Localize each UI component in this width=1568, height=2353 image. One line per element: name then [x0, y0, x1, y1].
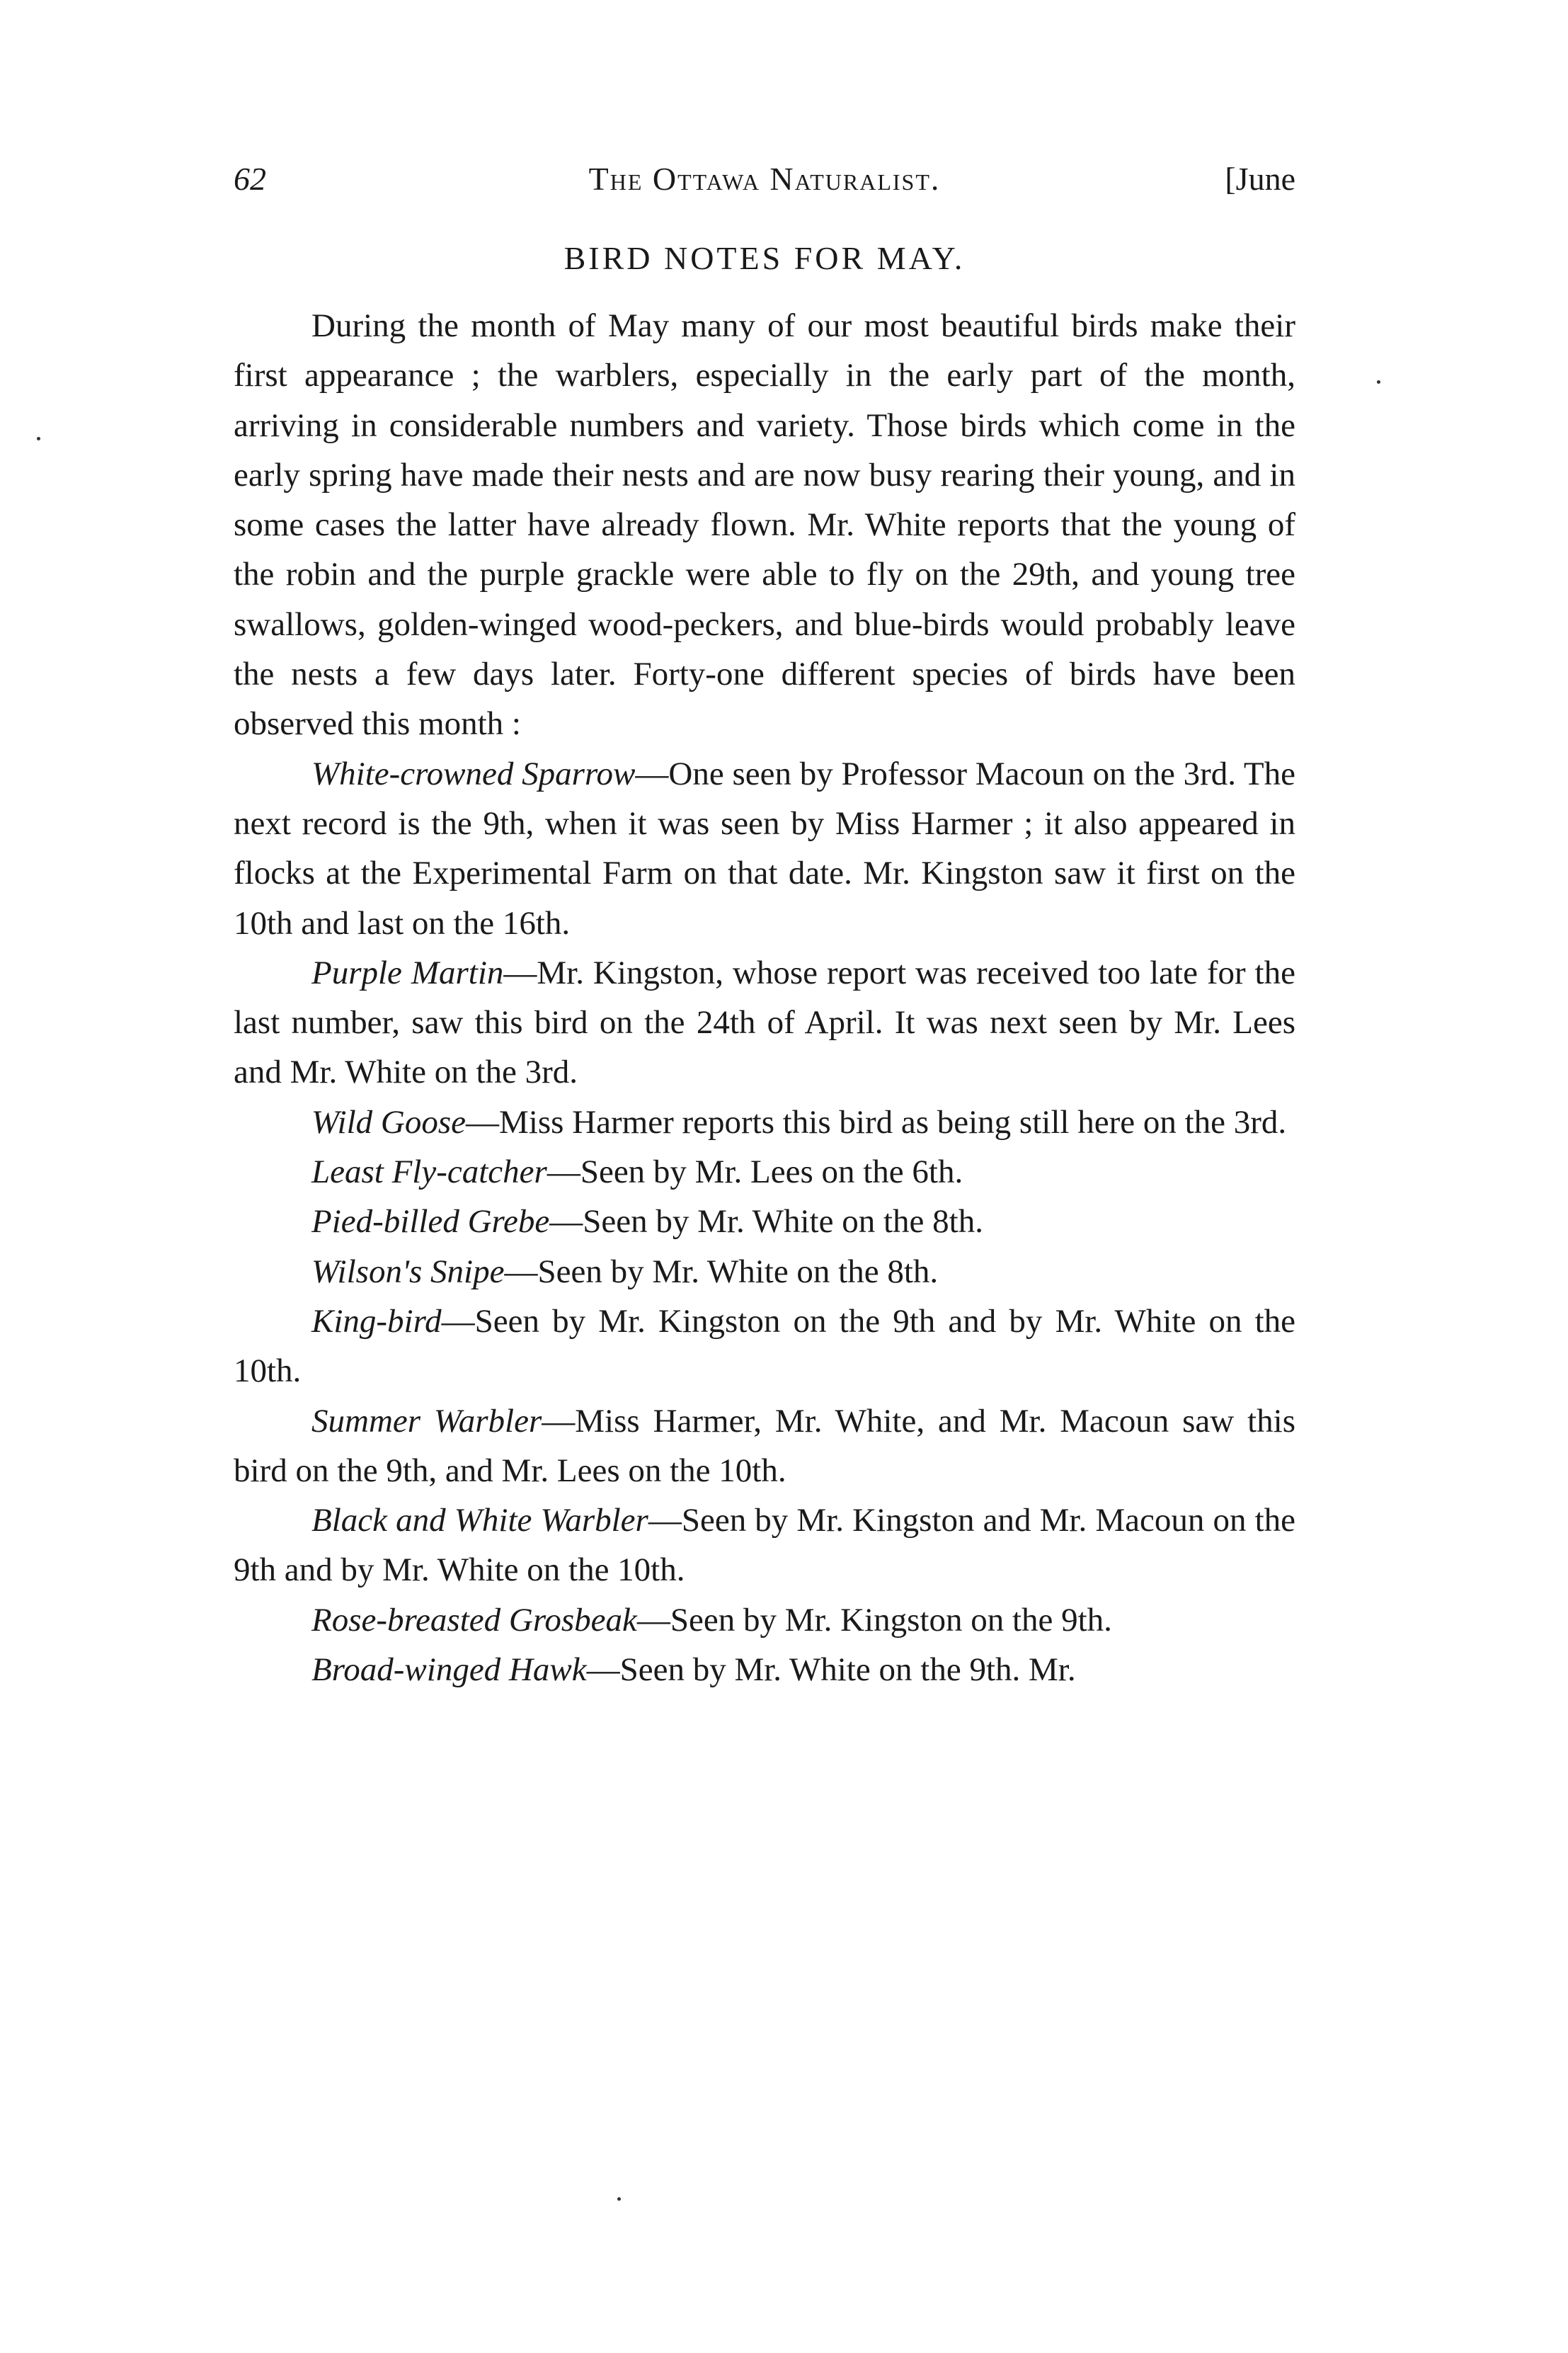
running-header: [234, 154, 1295, 204]
species-name: White-crowned Sparrow: [311, 755, 636, 792]
entry-text: —Seen by Mr. Kingston and Mr. Macoun on the 9th and by Mr. White on the 10th.: [234, 1502, 1295, 1589]
bird-entry: [234, 1396, 1295, 1496]
entry-text: —Seen by Mr. Kingston on the 9th and by Mr. White on the 10th.: [234, 1302, 1295, 1390]
entry-text: —Seen by Mr. White on the 9th. Mr.: [586, 1651, 1076, 1689]
page-number: 62: [234, 161, 266, 197]
bird-entry: [234, 1595, 1295, 1645]
entry-text: —Miss Harmer, Mr. White, and Mr. Macoun saw this bird on the 9th, and Mr. Lees on the 10th.: [234, 1402, 1295, 1489]
article-title: BIRD NOTES FOR MAY.: [563, 240, 966, 276]
bird-entry: [234, 749, 1295, 948]
entry-text: —Seen by Mr. Kingston on the 9th.: [636, 1601, 1112, 1639]
entry-text: —Seen by Mr. Lees on the 6th.: [546, 1153, 963, 1191]
species-name: Purple Martin: [311, 954, 504, 991]
species-name: King-bird: [311, 1302, 442, 1340]
entry-text: —One seen by Professor Macoun on the 3rd. The next record is the 9th, when it was seen by Miss Harmer ; it also appeared in flocks at the Experimental Farm on that date. Mr. Kingston saw it first on the 10th and last on the 16th.: [234, 755, 1296, 942]
entry-text: —Seen by Mr. White on the 8th.: [549, 1203, 983, 1241]
bird-entry: [234, 1247, 1295, 1297]
bird-entry: [234, 1495, 1295, 1595]
species-name: Wild Goose: [311, 1103, 467, 1141]
entry-text: —Seen by Mr. White on the 8th.: [504, 1253, 939, 1290]
journal-title: The Ottawa Naturalist.: [588, 161, 941, 197]
bird-entry: [234, 1297, 1295, 1396]
species-name: Broad-winged Hawk: [311, 1651, 587, 1689]
species-name: Pied-billed Grebe: [311, 1203, 550, 1241]
species-name: Rose-breasted Grosbeak: [311, 1601, 637, 1639]
bird-entry: [234, 1645, 1295, 1694]
intro-paragraph: During the month of May many of our most beautiful birds make their first appearance ; the warblers, especially in the early part of the month, arriving in considerable numbers and variety. Those birds which come in the early spring have made their nests and are now busy rearing their young, and in some cases the latter have already flown. Mr. White reports that the young of the robin and the purple grackle were able to fly on the 29th, and young tree swallows, golden-winged wood-peckers, and blue-birds would probably leave the nests a few days later. Forty-one different species of birds have been observed this month :: [234, 307, 1295, 743]
scan-speck: [617, 2197, 621, 2201]
bird-entry: [234, 1147, 1295, 1197]
entry-text: —Miss Harmer reports this bird as being still here on the 3rd.: [466, 1103, 1287, 1141]
entry-text: —Mr. Kingston, whose report was received too late for the last number, saw this bird on the 24th of April. It was next seen by Mr. Lees and Mr. White on the 3rd.: [234, 954, 1295, 1091]
issue-month: [June: [1225, 161, 1295, 197]
article-body: [234, 301, 1295, 1694]
species-name: Summer Warbler: [311, 1402, 542, 1440]
scan-speck: [1377, 380, 1380, 384]
bird-entry: [234, 948, 1295, 1098]
bird-entry: [234, 1197, 1295, 1246]
species-name: Black and White Warbler: [311, 1502, 648, 1539]
species-name: Wilson's Snipe: [311, 1253, 505, 1290]
bird-entry: [234, 1098, 1295, 1147]
species-name: Least Fly-catcher: [311, 1153, 547, 1191]
scan-speck: [37, 437, 40, 440]
